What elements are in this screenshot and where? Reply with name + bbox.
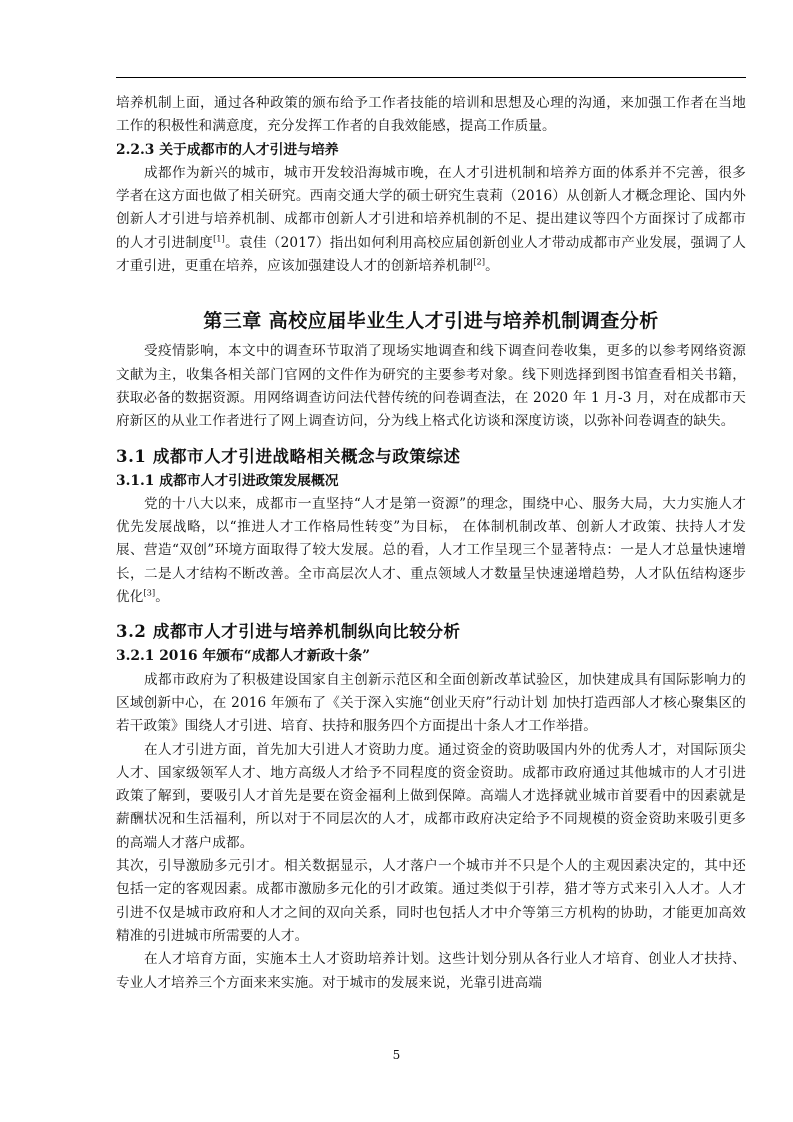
heading-3-2-1: 3.2.1 2016 年颁布“成都人才新政十条”: [116, 648, 371, 665]
paragraph-3-2-1-a: 成都市政府为了积极建设国家自主创新示范区和全面创新改革试验区，加快建成具有国际影响力的区域创新中心，在 2016 年颁布了《关于深入实施“创业天府”行动计划 加快打造西部人才核心聚集区的若干政策》围绕人才引进、培育、扶持和服务四个方面提出十条人才工作举措。: [116, 671, 746, 735]
paragraph-2-2-3: [116, 162, 746, 278]
paragraph-3-1-1: [116, 493, 746, 609]
page-number: 5: [392, 1048, 401, 1062]
page-body: [116, 92, 746, 995]
paragraph-text: 。: [485, 258, 499, 275]
continuation-paragraph: 培养机制上面，通过各种政策的颁布给予工作者技能的培训和思想及心理的沟通，来加强工作者在当地工作的积极性和满意度，充分发挥工作者的自我效能感，提高工作质量。: [116, 95, 746, 135]
paragraph-text: 党的十八大以来，成都市一直坚持“人才是第一资源”的理念，围绕中心、服务大局，大力实施人才优先发展战略，以“推进人才工作格局性转变”为目标， 在体制机制改革、创新人才政策、扶持人才发展、营造“双创”环境方面取得了较大发展。总的看，人才工作呈现三个显著特点：一是人才总量快速增长，二是人才结构不断改善。全市高层次人才、重点领域人才数量呈快速递增趋势，人才队伍结构逐步优化: [116, 495, 746, 606]
paragraph-text: 。: [155, 589, 170, 606]
chapter-intro-paragraph: 受疫情影响，本文中的调查环节取消了现场实地调查和线下调查问卷收集，更多的以参考网络资源文献为主，收集各相关部门官网的文件作为研究的主要参考对象。线下则选择到图书馆查看相关书籍，获取必备的数据资源。用网络调查访问法代替传统的问卷调查法，在 2020 年 1 月-3 月，对在成都市天府新区的从业工作者进行了网上调查访问，分为线上格式化访谈和深度访谈，以弥补问卷调查的缺失。: [116, 343, 746, 430]
citation-ref-1: [1]: [213, 234, 225, 244]
citation-ref-2: [2]: [473, 257, 486, 267]
paragraph-text: 。袁佳（2017）指出如何利用高校应届创新创业人才带动成都市产业发展，强调了人才重引进，更重在培养，应该加强建设人才的创新培养机制: [116, 234, 746, 275]
heading-3-1: 3.1 成都市人才引进战略相关概念与政策综述: [116, 446, 461, 466]
paragraph-3-2-1-d: 在人才培育方面，实施本土人才资助培养计划。这些计划分别从各行业人才培育、创业人才扶持、专业人才培养三个方面来来实施。对于城市的发展来说，光靠引进高端: [116, 951, 746, 991]
paragraph-3-2-1-b: 在人才引进方面，首先加大引进人才资助力度。通过资金的资助吸国内外的优秀人才，对国际顶尖人才、国家级领军人才、地方高级人才给予不同程度的资金资助。成都市政府通过其他城市的人才引进政策了解到，要吸引人才首先是要在资金福利上做到保障。高端人才选择就业城市首要看中的因素就是薪酬状况和生活福利，所以对于不同层次的人才，成都市政府决定给予不同规模的资金资助来吸引更多的高端人才落户成都。: [116, 741, 746, 851]
chapter-title: 第三章 高校应届毕业生人才引进与培养机制调查分析: [203, 310, 659, 333]
heading-2-2-3: 2.2.3 关于成都市的人才引进与培养: [116, 141, 339, 158]
paragraph-text: 成都作为新兴的城市，城市开发较沿海城市晚，在人才引进机制和培养方面的体系并不完善，很多学者在这方面也做了相关研究。西南交通大学的硕士研究生袁莉（2016）从创新人才概念理论、国内外创新人才引进与培养机制、成都市创新人才引进和培养机制的不足、提出建议等四个方面探讨了成都市的人才引进制度: [116, 164, 746, 251]
paragraph-3-2-1-c: 其次，引导激励多元引才。相关数据显示，人才落户一个城市并不只是个人的主观因素决定的，其中还包括一定的客观因素。成都市激励多元化的引才政策。通过类似于引荐，猎才等方式来引入人才。人才引进不仅是城市政府和人才之间的双向关系，同时也包括人才中介等第三方机构的协助，才能更加高效精准的引进城市所需要的人才。: [116, 858, 746, 944]
heading-3-1-1: 3.1.1 成都市人才引进政策发展概况: [116, 472, 339, 489]
header-rule: [116, 77, 746, 78]
citation-ref-3: [3]: [143, 588, 156, 598]
heading-3-2: 3.2 成都市人才引进与培养机制纵向比较分析: [116, 622, 461, 642]
